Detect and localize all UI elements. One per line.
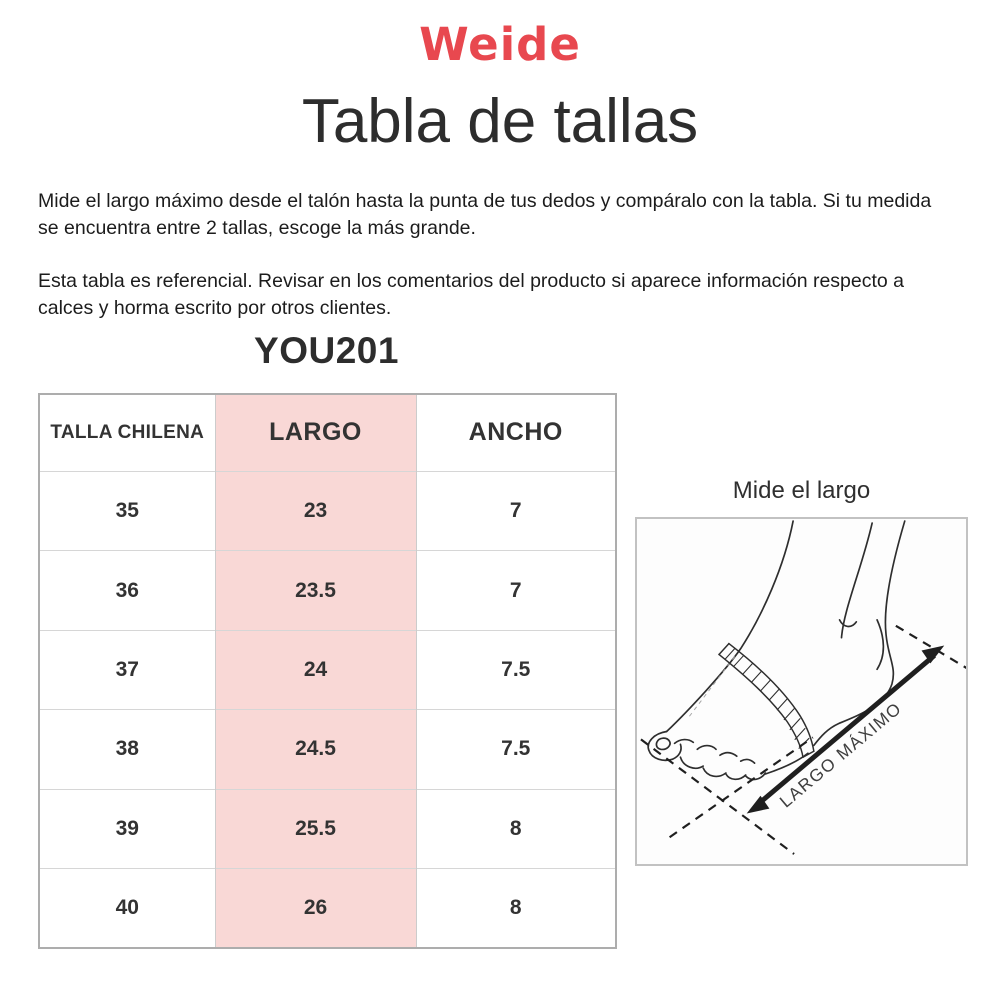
table-row — [39, 710, 616, 789]
cell-talla: 35 — [39, 471, 215, 550]
table-row — [39, 789, 616, 868]
cell-ancho: 7.5 — [416, 630, 616, 709]
cell-talla: 36 — [39, 551, 215, 630]
cell-largo: 23.5 — [215, 551, 416, 630]
size-table — [38, 393, 617, 949]
measuring-tape — [719, 644, 814, 758]
foot-measurement-illustration — [637, 519, 966, 864]
table-row — [39, 551, 616, 630]
cell-largo: 24 — [215, 630, 416, 709]
cell-talla: 40 — [39, 869, 215, 948]
table-row — [39, 630, 616, 709]
model-code-heading: YOU201 — [254, 330, 399, 371]
brand-logo: Weide — [419, 18, 581, 71]
page-title: Tabla de tallas — [301, 87, 699, 156]
size-table-header-row — [39, 394, 616, 471]
column-header-ancho: ANCHO — [416, 394, 616, 471]
largo-maximo-label: LARGO MÁXIMO — [775, 697, 906, 812]
intro-paragraph-reference: Esta tabla es referencial. Revisar en los comentarios del producto si aparece información respecto a calces y horma escrito por otros clientes. — [38, 270, 905, 319]
cell-talla: 39 — [39, 789, 215, 868]
largo-maximo-arrow — [747, 646, 945, 814]
cell-largo: 25.5 — [215, 789, 416, 868]
instep-guide-line — [688, 656, 734, 717]
cell-largo: 26 — [215, 869, 416, 948]
cell-talla: 37 — [39, 630, 215, 709]
cell-talla: 38 — [39, 710, 215, 789]
column-header-talla-chilena: TALLA CHILENA — [39, 394, 215, 471]
cell-ancho: 7 — [416, 471, 616, 550]
cell-ancho: 8 — [416, 789, 616, 868]
measure-guide-figure — [635, 517, 968, 866]
cell-ancho: 7 — [416, 551, 616, 630]
measure-guide-title: Mide el largo — [732, 477, 871, 504]
cell-ancho: 7.5 — [416, 710, 616, 789]
intro-paragraph-measure: Mide el largo máximo desde el talón hasta la punta de tus dedos y compáralo con la tabla. Si tu medida se encuentra entre 2 tallas, escoge la más grande. — [38, 190, 932, 239]
table-row — [39, 471, 616, 550]
table-row — [39, 869, 616, 948]
cell-ancho: 8 — [416, 869, 616, 948]
cell-largo: 24.5 — [215, 710, 416, 789]
cell-largo: 23 — [215, 471, 416, 550]
column-header-largo: LARGO — [215, 394, 416, 471]
